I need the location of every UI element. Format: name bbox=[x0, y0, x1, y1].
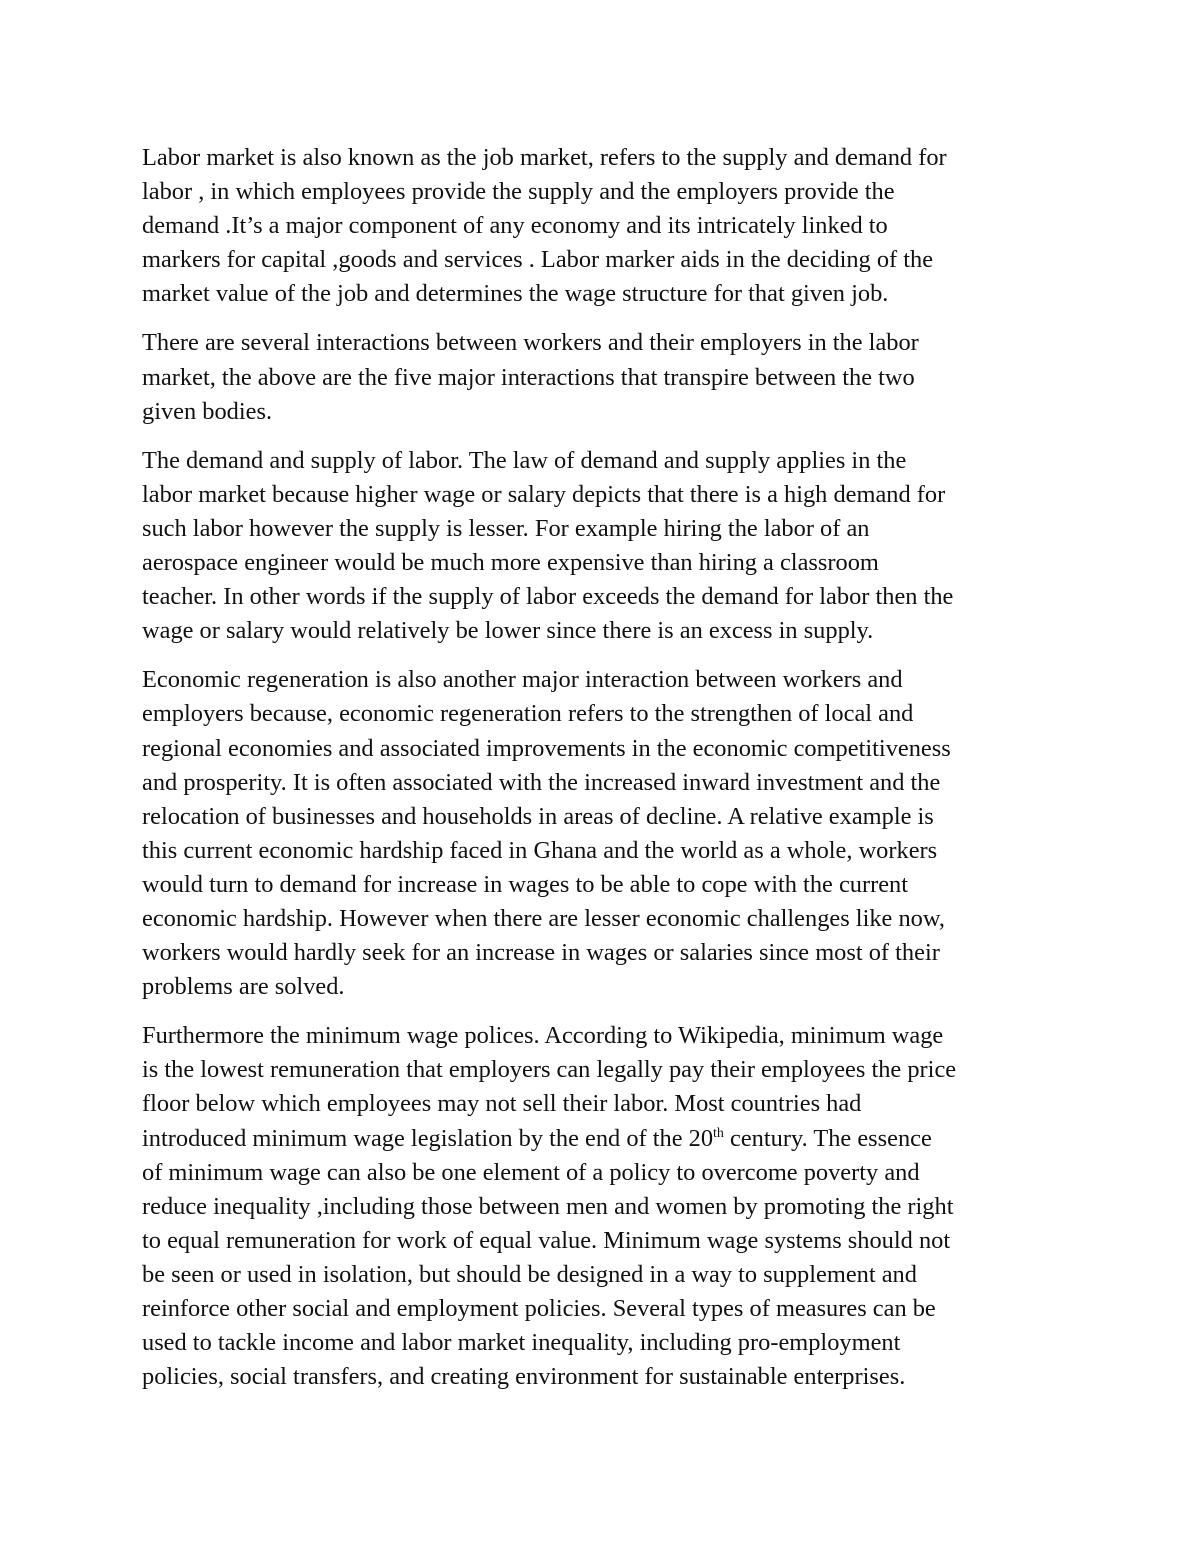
text-line: policies, social transfers, and creating environment for sustainable enterprises. bbox=[142, 1363, 906, 1391]
text-line: Furthermore the minimum wage polices. According to Wikipedia, minimum wage bbox=[142, 1022, 944, 1050]
text-segment: century. The essence bbox=[723, 1124, 932, 1152]
paragraph-labor-market-definition bbox=[142, 141, 1082, 311]
text-line: such labor however the supply is lesser. For example hiring the labor of an bbox=[142, 514, 870, 542]
paragraph-minimum-wage bbox=[142, 1019, 1082, 1394]
ordinal-superscript: th bbox=[713, 1125, 724, 1141]
paragraph-demand-supply bbox=[142, 444, 1082, 649]
text-line: to equal remuneration for work of equal value. Minimum wage systems should not bbox=[142, 1226, 951, 1254]
text-line: reduce inequality ,including those between men and women by promoting the right bbox=[142, 1192, 954, 1220]
text-line: employers because, economic regeneration refers to the strengthen of local and bbox=[142, 700, 914, 728]
text-line: demand .It’s a major component of any economy and its intricately linked to bbox=[142, 212, 888, 240]
text-line: of minimum wage can also be one element of a policy to overcome poverty and bbox=[142, 1158, 920, 1186]
text-line: this current economic hardship faced in Ghana and the world as a whole, workers bbox=[142, 836, 938, 864]
text-line: used to tackle income and labor market inequality, including pro-employment bbox=[142, 1329, 901, 1357]
text-line: workers would hardly seek for an increase in wages or salaries since most of their bbox=[142, 939, 940, 967]
text-segment: introduced minimum wage legislation by the end of the 20 bbox=[142, 1124, 714, 1152]
text-line: Labor market is also known as the job market, refers to the supply and demand for bbox=[142, 144, 947, 171]
text-line-with-superscript bbox=[142, 1122, 1082, 1156]
text-line: is the lowest remuneration that employers can legally pay their employees the price bbox=[142, 1056, 957, 1084]
text-line: reinforce other social and employment policies. Several types of measures can be bbox=[142, 1295, 936, 1322]
text-line: labor , in which employees provide the supply and the employers provide the bbox=[142, 178, 895, 206]
text-line: labor market because higher wage or salary depicts that there is a high demand for bbox=[142, 480, 946, 508]
text-line: The demand and supply of labor. The law of demand and supply applies in the bbox=[142, 446, 907, 474]
text-line: given bodies. bbox=[142, 397, 273, 425]
text-line: would turn to demand for increase in wages to be able to cope with the current bbox=[142, 870, 909, 898]
text-line: regional economies and associated improvements in the economic competitiveness bbox=[142, 734, 951, 762]
paragraph-interactions-intro bbox=[142, 326, 1082, 428]
text-line: be seen or used in isolation, but should be designed in a way to supplement and bbox=[142, 1260, 917, 1288]
text-line: floor below which employees may not sell their labor. Most countries had bbox=[142, 1090, 862, 1118]
text-line: aerospace engineer would be much more expensive than hiring a classroom bbox=[142, 549, 879, 577]
text-line: market value of the job and determines the wage structure for that given job. bbox=[142, 280, 889, 308]
text-line: wage or salary would relatively be lower since there is an excess in supply. bbox=[142, 617, 874, 645]
text-line: markers for capital ,goods and services . Labor marker aids in the deciding of the bbox=[142, 246, 934, 274]
text-line: There are several interactions between workers and their employers in the labor bbox=[142, 329, 919, 357]
text-line: economic hardship. However when there are lesser economic challenges like now, bbox=[142, 904, 945, 932]
document-body bbox=[142, 141, 1082, 1409]
text-line: and prosperity. It is often associated with the increased inward investment and the bbox=[142, 768, 941, 796]
text-line: Economic regeneration is also another major interaction between workers and bbox=[142, 666, 903, 694]
text-line: relocation of businesses and households in areas of decline. A relative example is bbox=[142, 802, 934, 830]
text-line: teacher. In other words if the supply of labor exceeds the demand for labor then the bbox=[142, 583, 954, 611]
text-line: market, the above are the five major interactions that transpire between the two bbox=[142, 363, 915, 391]
paragraph-economic-regeneration bbox=[142, 663, 1082, 1004]
text-line: problems are solved. bbox=[142, 973, 345, 1001]
